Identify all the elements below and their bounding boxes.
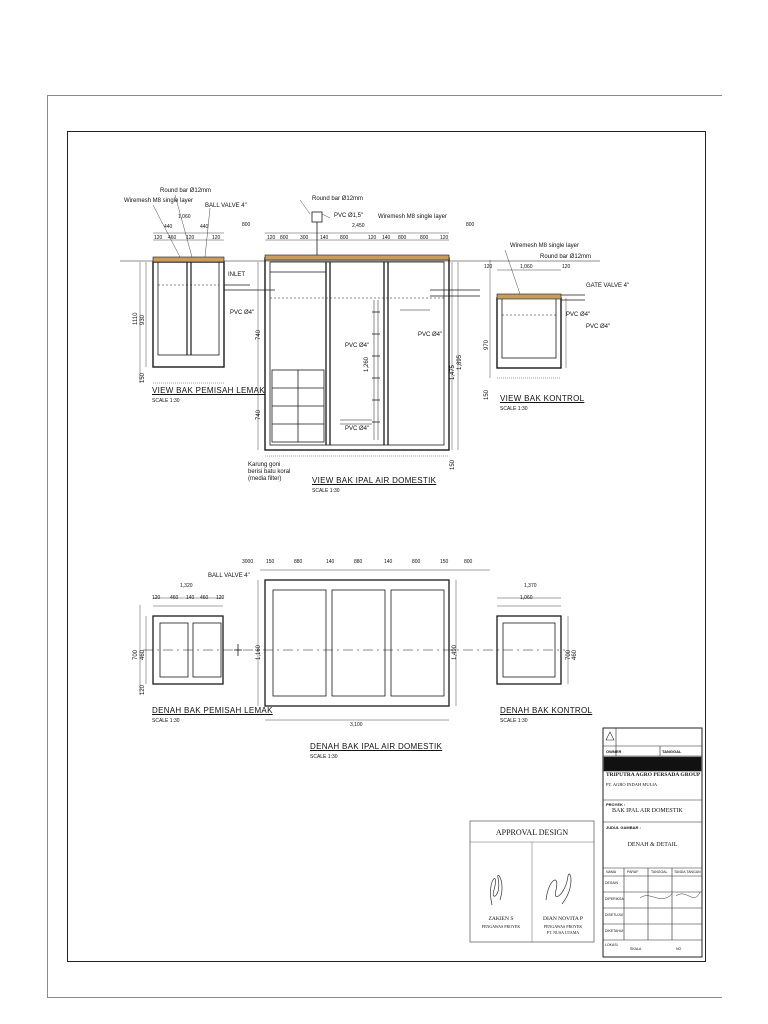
grease-dim: 120	[154, 235, 163, 241]
grease-plan-dim: 460	[200, 595, 209, 601]
tb-row-label: DIPERIKSA	[605, 897, 624, 901]
control-note-pvc-2: PVC Ø4"	[586, 324, 611, 330]
grease-plan-dim: 140	[186, 595, 195, 601]
control-vdim: 150	[484, 389, 490, 400]
tb-row-label: LOKASI	[605, 943, 618, 947]
grease-dim: 120	[212, 235, 221, 241]
ipal-plan-dim: 140	[326, 559, 335, 565]
control-dim: 120	[484, 264, 493, 270]
tb-row-label: DISETUJUI	[605, 913, 624, 917]
ipal-note-roundbar: Round bar Ø12mm	[312, 196, 364, 202]
ipal-plan-dim-bottom: 3,100	[350, 722, 363, 728]
ipal-note-pvc-2: PVC Ø4"	[345, 426, 370, 432]
grease-trap-plan	[140, 598, 223, 695]
ipal-dim: 140	[382, 235, 391, 241]
approval-left-role: PENGAWAS PROYEK	[481, 924, 521, 929]
grease-trap-plan-title: DENAH BAK PEMISAH LEMAK	[152, 706, 273, 715]
control-plan	[497, 598, 568, 684]
ipal-note-filter: Karung goni berisi batu koral (media filter)	[248, 462, 291, 482]
ipal-vdim: 1,895	[457, 354, 463, 370]
grease-dim: 1,060	[178, 214, 191, 220]
grease-dim: 460	[168, 235, 177, 241]
grease-trap-view-scale: SCALE 1:30	[152, 398, 180, 404]
control-plan-dim: 1,060	[520, 595, 533, 601]
grease-note-wiremesh: Wiremesh M8 single layer	[124, 198, 194, 204]
control-note-gatevalve: GATE VALVE 4"	[586, 283, 630, 289]
control-view-scale: SCALE 1:30	[500, 406, 528, 412]
ipal-plan-dim: 880	[354, 559, 363, 565]
ipal-plan-vdim: 1,160	[256, 644, 262, 660]
signature-left	[490, 875, 501, 905]
ipal-note-pvc-small: PVC Ø1,5"	[334, 213, 364, 219]
tb-company-sub: PT. AGRO INDAH MULIA	[606, 782, 658, 787]
ipal-vdim: 150	[450, 459, 456, 470]
ipal-plan-scale: SCALE 1:30	[310, 754, 338, 760]
approval-right-sub: PT. NUSA UTAMA	[546, 930, 580, 935]
control-plan-vdim: 460	[572, 649, 578, 660]
control-plan-dim: 1,370	[524, 583, 537, 589]
grease-dim: 440	[164, 224, 173, 230]
ipal-dim: 800	[340, 235, 349, 241]
grease-vdim: 930	[140, 314, 146, 325]
signature-right	[546, 874, 571, 904]
tb-date-label: TANGGAL	[662, 749, 682, 754]
control-note-wiremesh: Wiremesh M8 single layer	[510, 243, 580, 249]
ipal-dim: 800	[398, 235, 407, 241]
ipal-vdim: 740	[256, 409, 262, 420]
tb-project-label: PROYEK :	[606, 802, 626, 807]
ipal-plan-vdim: 1,490	[452, 644, 458, 660]
grease-plan-vdim: 460	[140, 649, 146, 660]
grease-note-ballvalve: BALL VALVE 4"	[205, 203, 247, 209]
ipal-dim: 800	[466, 222, 475, 228]
ipal-plan-dim: 150	[440, 559, 449, 565]
grease-note-roundbar: Round bar Ø12mm	[160, 188, 212, 194]
tb-footer: SKALA	[630, 947, 642, 951]
tb-owner-label: OWNER	[606, 749, 622, 754]
ipal-vdim: 740	[256, 329, 262, 340]
control-note-roundbar: Round bar Ø12mm	[540, 254, 592, 260]
tb-project: BAK IPAL AIR DOMESTIK	[612, 808, 683, 814]
control-plan-title: DENAH BAK KONTROL	[500, 706, 593, 715]
ipal-vdim: 1,260	[364, 356, 370, 372]
approval-heading: APPROVAL DESIGN	[495, 828, 569, 837]
ipal-dim: 120	[368, 235, 377, 241]
control-dim: 1,060	[520, 264, 533, 270]
tb-col-header: TANDA TANGAN	[674, 870, 701, 874]
ipal-dim: 800	[280, 235, 289, 241]
ipal-view-title: VIEW BAK IPAL AIR DOMESTIK	[312, 476, 437, 485]
ipal-plan-dim: 880	[294, 559, 303, 565]
tb-footer: NO	[676, 947, 682, 951]
ipal-dim: 800	[242, 222, 251, 228]
grease-trap-view-title: VIEW BAK PEMISAH LEMAK	[152, 386, 265, 395]
control-note-pvc-1: PVC Ø4"	[566, 312, 591, 318]
tb-row-label: DIKETAHUI	[605, 929, 624, 933]
grease-plan-vdim: 120	[140, 684, 146, 695]
approval-left-name: ZAKIEN S	[488, 916, 514, 922]
tb-company: TRIPUTRA AGRO PERSADA GROUP	[606, 772, 701, 778]
grease-plan-dim: 1,320	[180, 583, 193, 589]
control-plan-scale: SCALE 1:30	[500, 718, 528, 724]
ipal-vdim: 1,475	[450, 364, 456, 380]
control-plan-vdim: 700	[566, 649, 572, 660]
ipal-plan-dim: 800	[412, 559, 421, 565]
grease-note-inlet: INLET	[228, 272, 246, 278]
ipal-plan-dim: 800	[464, 559, 473, 565]
ipal-view-scale: SCALE 1:30	[312, 488, 340, 494]
ipal-note-pvc-3: PVC Ø4"	[418, 332, 443, 338]
ipal-dim: 120	[267, 235, 276, 241]
grease-plan-dim: 120	[216, 595, 225, 601]
tb-col-header: PARAF	[627, 870, 639, 874]
grease-vdim: 1110	[133, 312, 139, 325]
grease-plan-dim: 460	[170, 595, 179, 601]
tb-drawing: DENAH & DETAIL	[627, 842, 678, 848]
grease-trap-plan-scale: SCALE 1:30	[152, 718, 180, 724]
ipal-dim: 2,450	[352, 223, 365, 229]
ipal-note-pvc-1: PVC Ø4"	[345, 343, 370, 349]
ipal-dim: 120	[440, 235, 449, 241]
grease-plan-dim: 120	[152, 595, 161, 601]
ipal-plan-dim: 150	[266, 559, 275, 565]
ipal-dim: 300	[300, 235, 309, 241]
tb-row-label: DESAIN	[605, 881, 619, 885]
ipal-plan-dim: 3000	[242, 559, 254, 565]
grease-dim: 440	[200, 224, 209, 230]
ipal-dim: 800	[420, 235, 429, 241]
grease-plan-ballvalve: BALL VALVE 4"	[208, 573, 250, 579]
ipal-plan-title: DENAH BAK IPAL AIR DOMESTIK	[310, 742, 443, 751]
grease-note-pvc: PVC Ø4"	[230, 310, 255, 316]
control-dim: 120	[562, 264, 571, 270]
grease-plan-vdim: 700	[133, 649, 139, 660]
ipal-note-wiremesh: Wiremesh M8 single layer	[378, 214, 448, 220]
ipal-dim: 140	[320, 235, 329, 241]
grease-vdim: 150	[140, 372, 146, 383]
tb-col-header: TANGGAL	[651, 870, 668, 874]
control-vdim: 970	[484, 339, 490, 350]
tb-col-header: NAMA	[606, 870, 617, 874]
ipal-plan-dim: 140	[384, 559, 393, 565]
grease-dim: 120	[186, 235, 195, 241]
grease-trap-section	[140, 195, 250, 383]
tb-drawing-label: JUDUL GAMBAR :	[606, 825, 641, 830]
approval-right-role: PENGAWAS PROYEK	[543, 924, 583, 929]
approval-right-name: DIAN NOVITA P	[543, 916, 583, 922]
control-view-title: VIEW BAK KONTROL	[500, 394, 585, 403]
